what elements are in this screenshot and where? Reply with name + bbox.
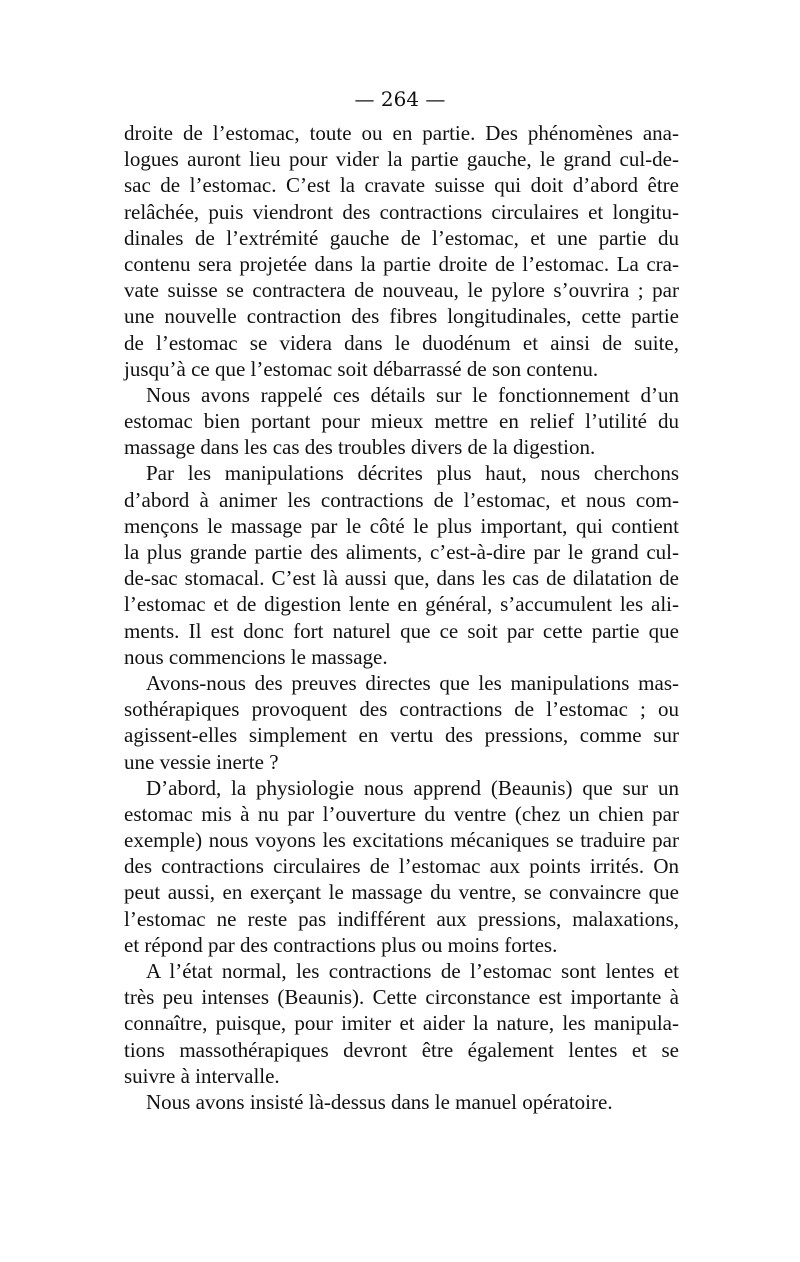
text-line: sothérapiques provoquent des contractions de l’estomac ; ou [124,697,679,722]
text-line: A l’état normal, les contractions de l’estomac sont lentes et [146,959,679,983]
text-line: contenu sera projetée dans la partie droite de l’estomac. La cra- [124,251,679,276]
text-line: massage dans les cas des troubles divers de la digestion. [124,435,596,460]
text-line: la plus grande partie des aliments, c’est-à-dire par le grand cul- [124,540,679,564]
text-line: Avons-nous des preuves directes que les manipulations mas- [146,670,679,695]
text-line: très peu intenses (Beaunis). Cette circonstance est importante à [124,985,679,1010]
text-line: sac de l’estomac. C’est la cravate suisse qui doit d’abord être [124,173,679,198]
text-line: jusqu’à ce que l’estomac soit débarrassé de son contenu. [124,356,599,381]
paragraph [124,120,679,382]
text-line: estomac bien portant pour mieux mettre en relief l’utilité du [124,409,679,434]
text-line: relâchée, puis viendront des contractions circulaires et longitu- [124,199,679,224]
text-line: une nouvelle contraction des fibres longitudinales, cette partie [124,304,679,329]
text-line: nous commencions le massage. [124,644,388,669]
paragraph [124,775,679,958]
text-line: ments. Il est donc fort naturel que ce soit par cette partie que [124,618,679,643]
text-line: une vessie inerte ? [124,749,279,774]
text-line: droite de l’estomac, toute ou en partie. Des phénomènes ana- [124,121,679,145]
text-line: mençons le massage par le côté le plus important, qui contient [124,513,679,538]
text-line: vate suisse se contractera de nouveau, le pylore s’ouvrira ; par [124,278,679,303]
body-text [124,120,679,1115]
text-line: des contractions circulaires de l’estomac aux points irrités. On [124,854,679,879]
text-line: l’estomac et de digestion lente en général, s’accumulent les ali- [124,592,679,617]
text-line: D’abord, la physiologie nous apprend (Beaunis) que sur un [146,775,679,800]
text-line: de-sac stomacal. C’est là aussi que, dans les cas de dilatation de [124,566,679,591]
paragraph [124,670,679,775]
text-line: dinales de l’extrémité gauche de l’estomac, et une partie du [124,225,679,250]
text-line: et répond par des contractions plus ou moins fortes. [124,932,558,957]
text-line: Par les manipulations décrites plus haut, nous cherchons [146,461,679,486]
text-line: de l’estomac se videra dans le duodénum et ainsi de suite, [124,330,679,355]
text-line: estomac mis à nu par l’ouverture du ventre (chez un chien par [124,801,679,826]
text-line: d’abord à animer les contractions de l’estomac, et nous com- [124,487,679,512]
text-line: l’estomac ne reste pas indifférent aux pressions, malaxations, [124,906,679,931]
text-line: logues auront lieu pour vider la partie gauche, le grand cul-de- [124,147,679,172]
text-line: suivre à intervalle. [124,1063,280,1088]
text-line: tions massothérapiques devront être également lentes et se [124,1037,679,1062]
text-line: Nous avons insisté là-dessus dans le manuel opératoire. [146,1089,613,1114]
text-line: connaître, puisque, pour imiter et aider la nature, les manipula- [124,1011,679,1036]
paragraph [124,958,679,1089]
page-number: — 264 — [354,87,446,111]
text-line: peut aussi, en exerçant le massage du ventre, se convaincre que [124,880,679,905]
text-line: exemple) nous voyons les excitations mécaniques se traduire par [124,828,679,853]
paragraph [124,1089,679,1115]
paragraph [124,460,679,670]
text-line: Nous avons rappelé ces détails sur le fonctionnement d’un [146,382,679,407]
text-line: agissent-elles simplement en vertu des pressions, comme sur [124,723,679,748]
paragraph [124,382,679,461]
